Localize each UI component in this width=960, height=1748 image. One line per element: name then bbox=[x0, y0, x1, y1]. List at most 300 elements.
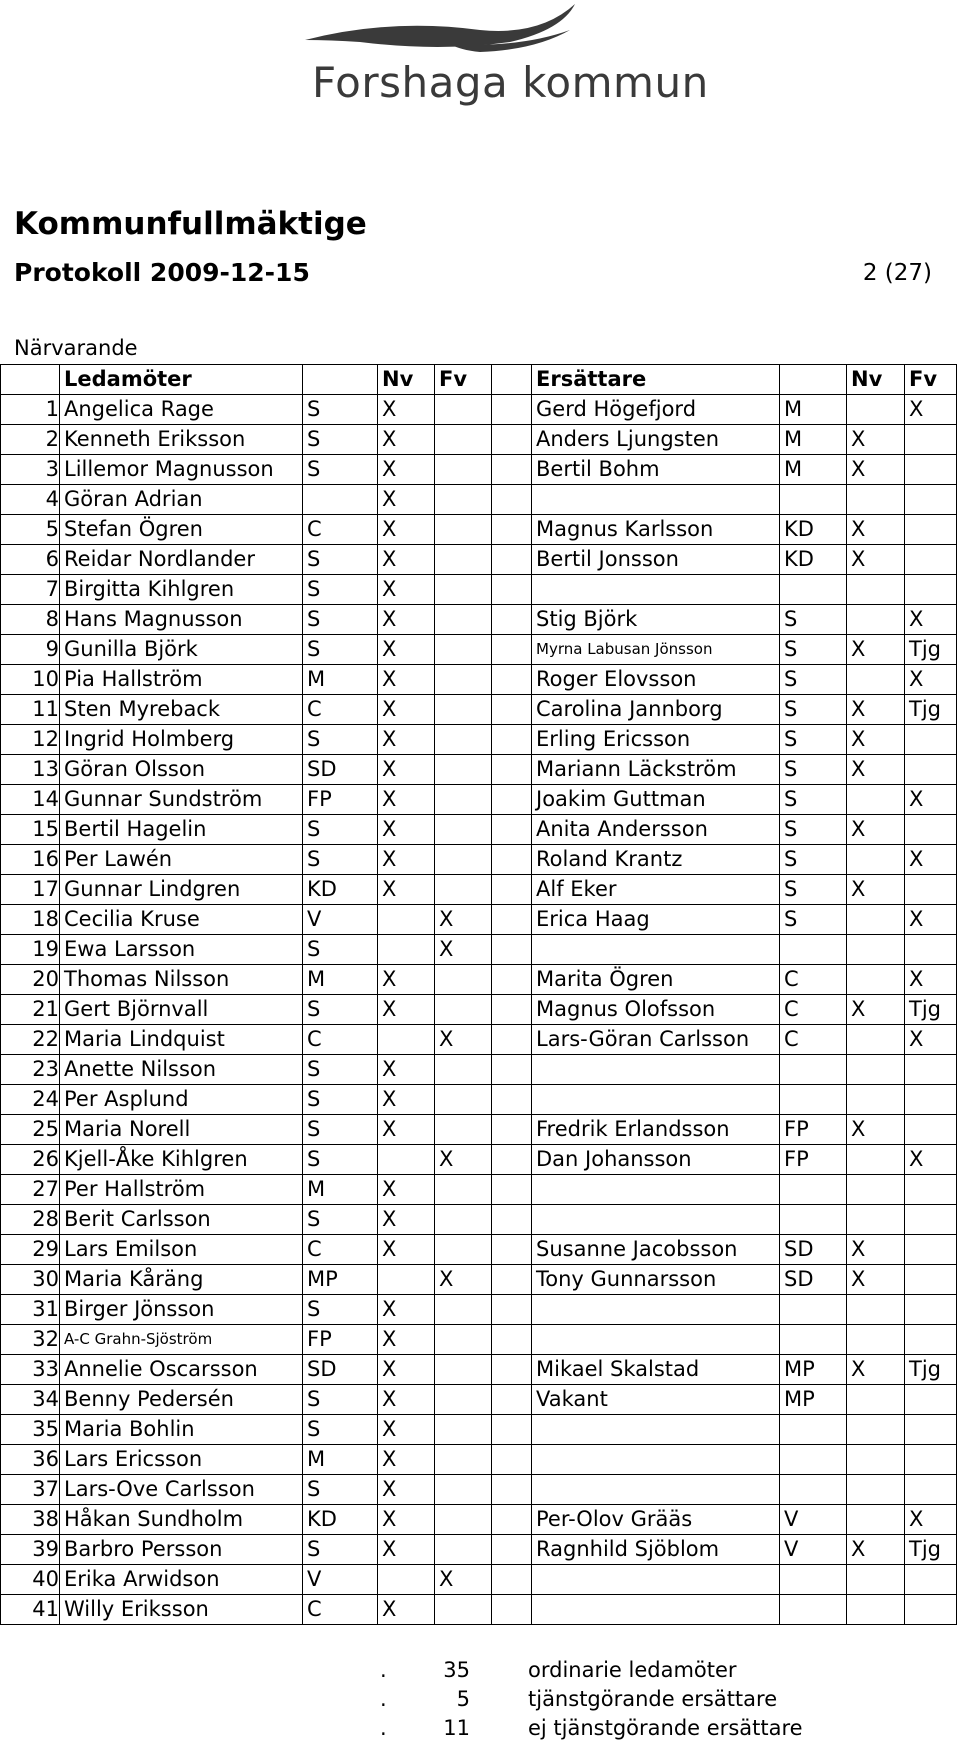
member-party: M bbox=[303, 1445, 378, 1475]
table-row bbox=[1, 695, 957, 725]
row-number: 21 bbox=[1, 995, 60, 1025]
spacer-cell bbox=[492, 995, 532, 1025]
spacer-cell bbox=[492, 1085, 532, 1115]
member-fv bbox=[435, 575, 492, 605]
substitute-fv: X bbox=[905, 905, 957, 935]
substitute-nv bbox=[847, 1385, 905, 1415]
substitute-nv bbox=[847, 905, 905, 935]
substitute-name bbox=[532, 1325, 780, 1355]
member-nv: X bbox=[378, 755, 435, 785]
spacer-cell bbox=[492, 1115, 532, 1145]
substitute-name: Bertil Bohm bbox=[532, 455, 780, 485]
table-row bbox=[1, 905, 957, 935]
substitute-party: FP bbox=[780, 1115, 847, 1145]
member-nv: X bbox=[378, 725, 435, 755]
spacer-cell bbox=[492, 1505, 532, 1535]
member-party: S bbox=[303, 1145, 378, 1175]
substitute-name: Per-Olov Grääs bbox=[532, 1505, 780, 1535]
member-name: Benny Pedersén bbox=[60, 1385, 303, 1415]
spacer-cell bbox=[492, 1595, 532, 1625]
member-name: Willy Eriksson bbox=[60, 1595, 303, 1625]
substitutes-header: Ersättare bbox=[532, 365, 780, 395]
member-name: Gunnar Lindgren bbox=[60, 875, 303, 905]
member-name: Kjell-Åke Kihlgren bbox=[60, 1145, 303, 1175]
substitute-fv bbox=[905, 1325, 957, 1355]
row-number: 2 bbox=[1, 425, 60, 455]
substitute-party: FP bbox=[780, 1145, 847, 1175]
table-row bbox=[1, 635, 957, 665]
member-nv: X bbox=[378, 965, 435, 995]
member-fv bbox=[435, 815, 492, 845]
row-number: 13 bbox=[1, 755, 60, 785]
member-party: S bbox=[303, 1385, 378, 1415]
member-party: C bbox=[303, 695, 378, 725]
member-nv: X bbox=[378, 1595, 435, 1625]
row-number: 14 bbox=[1, 785, 60, 815]
spacer-cell bbox=[492, 755, 532, 785]
row-number: 4 bbox=[1, 485, 60, 515]
summary-count: 5 bbox=[456, 1687, 470, 1711]
substitute-nv: X bbox=[847, 1115, 905, 1145]
substitute-fv: X bbox=[905, 605, 957, 635]
row-number: 39 bbox=[1, 1535, 60, 1565]
spacer-cell bbox=[492, 575, 532, 605]
row-number: 23 bbox=[1, 1055, 60, 1085]
spacer-cell bbox=[492, 965, 532, 995]
substitute-nv bbox=[847, 395, 905, 425]
member-party: M bbox=[303, 1175, 378, 1205]
spacer-cell bbox=[492, 845, 532, 875]
table-row bbox=[1, 1235, 957, 1265]
substitute-fv bbox=[905, 575, 957, 605]
row-number: 35 bbox=[1, 1415, 60, 1445]
spacer-cell bbox=[492, 785, 532, 815]
substitute-name: Erica Haag bbox=[532, 905, 780, 935]
member-fv: X bbox=[435, 1025, 492, 1055]
spacer-cell bbox=[492, 1565, 532, 1595]
substitute-party bbox=[780, 1085, 847, 1115]
substitute-name: Erling Ericsson bbox=[532, 725, 780, 755]
member-name: Thomas Nilsson bbox=[60, 965, 303, 995]
member-nv bbox=[378, 1145, 435, 1175]
row-number: 1 bbox=[1, 395, 60, 425]
substitute-name bbox=[532, 575, 780, 605]
attendance-table bbox=[0, 364, 957, 1625]
row-number: 19 bbox=[1, 935, 60, 965]
spacer-cell bbox=[492, 1055, 532, 1085]
member-party: M bbox=[303, 665, 378, 695]
substitute-fv bbox=[905, 1385, 957, 1415]
member-name: Lars Ericsson bbox=[60, 1445, 303, 1475]
member-fv bbox=[435, 485, 492, 515]
row-number: 18 bbox=[1, 905, 60, 935]
substitute-nv bbox=[847, 665, 905, 695]
member-party: S bbox=[303, 1205, 378, 1235]
member-name: Maria Norell bbox=[60, 1115, 303, 1145]
spacer-cell bbox=[492, 515, 532, 545]
substitute-fv bbox=[905, 1415, 957, 1445]
member-name: Birger Jönsson bbox=[60, 1295, 303, 1325]
member-nv: X bbox=[378, 1325, 435, 1355]
table-row bbox=[1, 965, 957, 995]
member-nv: X bbox=[378, 1235, 435, 1265]
substitute-fv: Tjg bbox=[905, 995, 957, 1025]
table-row bbox=[1, 1025, 957, 1055]
substitute-fv bbox=[905, 1235, 957, 1265]
table-row bbox=[1, 455, 957, 485]
member-fv bbox=[435, 1385, 492, 1415]
protocol-date: Protokoll 2009-12-15 bbox=[14, 258, 310, 287]
row-number: 5 bbox=[1, 515, 60, 545]
spacer-cell bbox=[492, 875, 532, 905]
substitute-name: Stig Björk bbox=[532, 605, 780, 635]
substitute-nv bbox=[847, 1595, 905, 1625]
member-party: S bbox=[303, 845, 378, 875]
substitute-fv: X bbox=[905, 965, 957, 995]
substitute-fv-header: Fv bbox=[905, 365, 957, 395]
spacer-cell bbox=[492, 935, 532, 965]
row-number: 11 bbox=[1, 695, 60, 725]
substitute-nv: X bbox=[847, 995, 905, 1025]
member-party: S bbox=[303, 605, 378, 635]
member-name: Lars Emilson bbox=[60, 1235, 303, 1265]
spacer-cell bbox=[492, 605, 532, 635]
spacer-cell bbox=[492, 485, 532, 515]
substitute-fv bbox=[905, 1175, 957, 1205]
member-fv bbox=[435, 1475, 492, 1505]
substitute-name bbox=[532, 1295, 780, 1325]
member-nv bbox=[378, 1025, 435, 1055]
substitute-party: S bbox=[780, 665, 847, 695]
substitute-nv: X bbox=[847, 515, 905, 545]
member-name: Ingrid Holmberg bbox=[60, 725, 303, 755]
member-name: Erika Arwidson bbox=[60, 1565, 303, 1595]
substitute-fv: Tjg bbox=[905, 635, 957, 665]
spacer-cell bbox=[492, 815, 532, 845]
member-fv bbox=[435, 1535, 492, 1565]
member-party: SD bbox=[303, 755, 378, 785]
substitute-nv: X bbox=[847, 755, 905, 785]
substitute-name: Fredrik Erlandsson bbox=[532, 1115, 780, 1145]
substitute-fv bbox=[905, 1205, 957, 1235]
substitute-nv bbox=[847, 1565, 905, 1595]
member-name: Bertil Hagelin bbox=[60, 815, 303, 845]
substitute-fv: Tjg bbox=[905, 695, 957, 725]
member-fv bbox=[435, 1505, 492, 1535]
substitute-fv bbox=[905, 755, 957, 785]
member-nv: X bbox=[378, 665, 435, 695]
member-fv bbox=[435, 455, 492, 485]
substitute-party: S bbox=[780, 755, 847, 785]
member-nv: X bbox=[378, 515, 435, 545]
member-name: Annelie Oscarsson bbox=[60, 1355, 303, 1385]
member-party: S bbox=[303, 455, 378, 485]
member-nv: X bbox=[378, 605, 435, 635]
spacer-cell bbox=[492, 1235, 532, 1265]
spacer-cell bbox=[492, 1475, 532, 1505]
row-number: 37 bbox=[1, 1475, 60, 1505]
row-number: 9 bbox=[1, 635, 60, 665]
member-party: S bbox=[303, 635, 378, 665]
row-number: 34 bbox=[1, 1385, 60, 1415]
substitute-party bbox=[780, 1055, 847, 1085]
substitute-fv bbox=[905, 515, 957, 545]
member-name: Cecilia Kruse bbox=[60, 905, 303, 935]
member-party: FP bbox=[303, 1325, 378, 1355]
substitute-nv: X bbox=[847, 545, 905, 575]
member-party: S bbox=[303, 1475, 378, 1505]
member-party: S bbox=[303, 1295, 378, 1325]
substitute-party bbox=[780, 1205, 847, 1235]
substitute-fv: Tjg bbox=[905, 1355, 957, 1385]
substitute-name: Ragnhild Sjöblom bbox=[532, 1535, 780, 1565]
substitute-nv: X bbox=[847, 1235, 905, 1265]
member-name: Gert Björnvall bbox=[60, 995, 303, 1025]
member-nv: X bbox=[378, 455, 435, 485]
table-row bbox=[1, 395, 957, 425]
substitute-nv bbox=[847, 1445, 905, 1475]
substitute-name: Marita Ögren bbox=[532, 965, 780, 995]
substitute-fv bbox=[905, 1265, 957, 1295]
spacer-cell bbox=[492, 1415, 532, 1445]
substitute-nv: X bbox=[847, 635, 905, 665]
table-row bbox=[1, 725, 957, 755]
substitute-nv bbox=[847, 935, 905, 965]
substitute-name bbox=[532, 1565, 780, 1595]
substitute-name: Anita Andersson bbox=[532, 815, 780, 845]
logo-text: Forshaga kommun bbox=[312, 58, 709, 107]
member-party: S bbox=[303, 1055, 378, 1085]
members-header: Ledamöter bbox=[60, 365, 303, 395]
substitute-party bbox=[780, 1415, 847, 1445]
substitute-fv: Tjg bbox=[905, 1535, 957, 1565]
member-nv bbox=[378, 905, 435, 935]
spacer-cell bbox=[492, 1205, 532, 1235]
substitute-fv bbox=[905, 935, 957, 965]
member-fv bbox=[435, 1085, 492, 1115]
spacer-cell bbox=[492, 665, 532, 695]
substitute-fv bbox=[905, 725, 957, 755]
substitute-name: Susanne Jacobsson bbox=[532, 1235, 780, 1265]
substitute-nv: X bbox=[847, 455, 905, 485]
member-nv bbox=[378, 935, 435, 965]
member-party: V bbox=[303, 1565, 378, 1595]
member-party: S bbox=[303, 1085, 378, 1115]
substitute-nv: X bbox=[847, 815, 905, 845]
member-name: Per Hallström bbox=[60, 1175, 303, 1205]
member-party: SD bbox=[303, 1355, 378, 1385]
substitute-fv bbox=[905, 1295, 957, 1325]
member-nv: X bbox=[378, 485, 435, 515]
member-name: Pia Hallström bbox=[60, 665, 303, 695]
substitute-name bbox=[532, 485, 780, 515]
member-nv: X bbox=[378, 1055, 435, 1085]
substitute-fv bbox=[905, 425, 957, 455]
substitute-fv: X bbox=[905, 785, 957, 815]
substitute-party: M bbox=[780, 395, 847, 425]
substitute-party: C bbox=[780, 965, 847, 995]
substitute-fv: X bbox=[905, 1145, 957, 1175]
member-nv: X bbox=[378, 1205, 435, 1235]
member-nv: X bbox=[378, 1385, 435, 1415]
member-name: Håkan Sundholm bbox=[60, 1505, 303, 1535]
member-party: C bbox=[303, 1025, 378, 1055]
member-party: S bbox=[303, 935, 378, 965]
member-fv bbox=[435, 1415, 492, 1445]
substitute-party bbox=[780, 485, 847, 515]
substitute-party: M bbox=[780, 455, 847, 485]
member-name: Lars-Ove Carlsson bbox=[60, 1475, 303, 1505]
table-row bbox=[1, 1415, 957, 1445]
substitute-name bbox=[532, 935, 780, 965]
member-fv bbox=[435, 425, 492, 455]
substitute-nv bbox=[847, 605, 905, 635]
row-number: 27 bbox=[1, 1175, 60, 1205]
substitute-name: Mikael Skalstad bbox=[532, 1355, 780, 1385]
substitute-name: Vakant bbox=[532, 1385, 780, 1415]
substitute-nv: X bbox=[847, 725, 905, 755]
substitute-name: Myrna Labusan Jönsson bbox=[532, 635, 780, 665]
substitute-fv bbox=[905, 1595, 957, 1625]
substitute-fv: X bbox=[905, 1505, 957, 1535]
substitute-party bbox=[780, 1325, 847, 1355]
member-party: S bbox=[303, 575, 378, 605]
member-fv bbox=[435, 635, 492, 665]
table-row bbox=[1, 935, 957, 965]
substitute-fv: X bbox=[905, 845, 957, 875]
substitute-name: Joakim Guttman bbox=[532, 785, 780, 815]
table-row bbox=[1, 1265, 957, 1295]
summary-count: 35 bbox=[443, 1658, 470, 1682]
substitute-party: S bbox=[780, 815, 847, 845]
member-nv bbox=[378, 1565, 435, 1595]
member-name: Maria Kåräng bbox=[60, 1265, 303, 1295]
member-nv: X bbox=[378, 1535, 435, 1565]
member-party: S bbox=[303, 1415, 378, 1445]
row-number: 17 bbox=[1, 875, 60, 905]
substitute-party bbox=[780, 575, 847, 605]
member-fv bbox=[435, 1175, 492, 1205]
member-fv bbox=[435, 545, 492, 575]
page-number: 2 (27) bbox=[862, 260, 932, 286]
substitute-nv: X bbox=[847, 1535, 905, 1565]
substitute-fv bbox=[905, 1475, 957, 1505]
substitute-name: Gerd Högefjord bbox=[532, 395, 780, 425]
member-fv: X bbox=[435, 1565, 492, 1595]
substitute-nv: X bbox=[847, 695, 905, 725]
row-number: 15 bbox=[1, 815, 60, 845]
table-row bbox=[1, 1385, 957, 1415]
member-nv: X bbox=[378, 1505, 435, 1535]
member-name: Stefan Ögren bbox=[60, 515, 303, 545]
substitute-party: C bbox=[780, 995, 847, 1025]
spacer-cell bbox=[492, 1535, 532, 1565]
member-party: S bbox=[303, 545, 378, 575]
spacer-cell bbox=[492, 1445, 532, 1475]
substitute-name bbox=[532, 1055, 780, 1085]
member-party: V bbox=[303, 905, 378, 935]
member-nv: X bbox=[378, 425, 435, 455]
spacer-cell bbox=[492, 1325, 532, 1355]
table-row bbox=[1, 605, 957, 635]
row-number: 22 bbox=[1, 1025, 60, 1055]
substitute-party bbox=[780, 1175, 847, 1205]
substitute-party: S bbox=[780, 905, 847, 935]
substitute-nv bbox=[847, 1475, 905, 1505]
member-fv bbox=[435, 1595, 492, 1625]
fv-header: Fv bbox=[435, 365, 492, 395]
member-fv bbox=[435, 665, 492, 695]
substitute-party: S bbox=[780, 785, 847, 815]
table-row bbox=[1, 665, 957, 695]
substitute-party: S bbox=[780, 845, 847, 875]
row-number: 36 bbox=[1, 1445, 60, 1475]
substitute-nv: X bbox=[847, 1355, 905, 1385]
member-party: C bbox=[303, 1595, 378, 1625]
substitute-fv bbox=[905, 815, 957, 845]
summary-label: ej tjänstgörande ersättare bbox=[528, 1716, 803, 1740]
table-row bbox=[1, 515, 957, 545]
table-row bbox=[1, 1505, 957, 1535]
substitute-name: Lars-Göran Carlsson bbox=[532, 1025, 780, 1055]
substitute-name: Dan Johansson bbox=[532, 1145, 780, 1175]
row-number: 26 bbox=[1, 1145, 60, 1175]
substitute-party bbox=[780, 1295, 847, 1325]
substitute-name: Mariann Läckström bbox=[532, 755, 780, 785]
substitute-fv: X bbox=[905, 665, 957, 695]
table-row bbox=[1, 1325, 957, 1355]
spacer-cell bbox=[492, 725, 532, 755]
substitute-name: Bertil Jonsson bbox=[532, 545, 780, 575]
substitute-nv bbox=[847, 485, 905, 515]
table-row bbox=[1, 1475, 957, 1505]
substitute-fv bbox=[905, 1445, 957, 1475]
spacer-cell bbox=[492, 1145, 532, 1175]
table-row bbox=[1, 1445, 957, 1475]
member-fv bbox=[435, 965, 492, 995]
substitute-party bbox=[780, 935, 847, 965]
member-name: Lillemor Magnusson bbox=[60, 455, 303, 485]
substitute-party: KD bbox=[780, 545, 847, 575]
member-fv bbox=[435, 785, 492, 815]
substitute-party: SD bbox=[780, 1265, 847, 1295]
substitute-party bbox=[780, 1475, 847, 1505]
table-header-row bbox=[1, 365, 957, 395]
table-row bbox=[1, 485, 957, 515]
spacer-cell bbox=[492, 455, 532, 485]
table-row bbox=[1, 1205, 957, 1235]
member-fv bbox=[435, 1295, 492, 1325]
substitute-nv: X bbox=[847, 425, 905, 455]
member-nv: X bbox=[378, 1175, 435, 1205]
row-number: 12 bbox=[1, 725, 60, 755]
table-row bbox=[1, 1535, 957, 1565]
substitute-party: C bbox=[780, 1025, 847, 1055]
member-fv bbox=[435, 755, 492, 785]
spacer-cell bbox=[492, 1175, 532, 1205]
substitute-fv bbox=[905, 1055, 957, 1085]
member-fv bbox=[435, 1055, 492, 1085]
member-nv: X bbox=[378, 695, 435, 725]
member-name: Gunnar Sundström bbox=[60, 785, 303, 815]
member-fv: X bbox=[435, 1265, 492, 1295]
substitute-fv bbox=[905, 1565, 957, 1595]
substitute-nv bbox=[847, 845, 905, 875]
member-fv: X bbox=[435, 1145, 492, 1175]
member-party: S bbox=[303, 725, 378, 755]
row-number: 32 bbox=[1, 1325, 60, 1355]
row-number: 40 bbox=[1, 1565, 60, 1595]
